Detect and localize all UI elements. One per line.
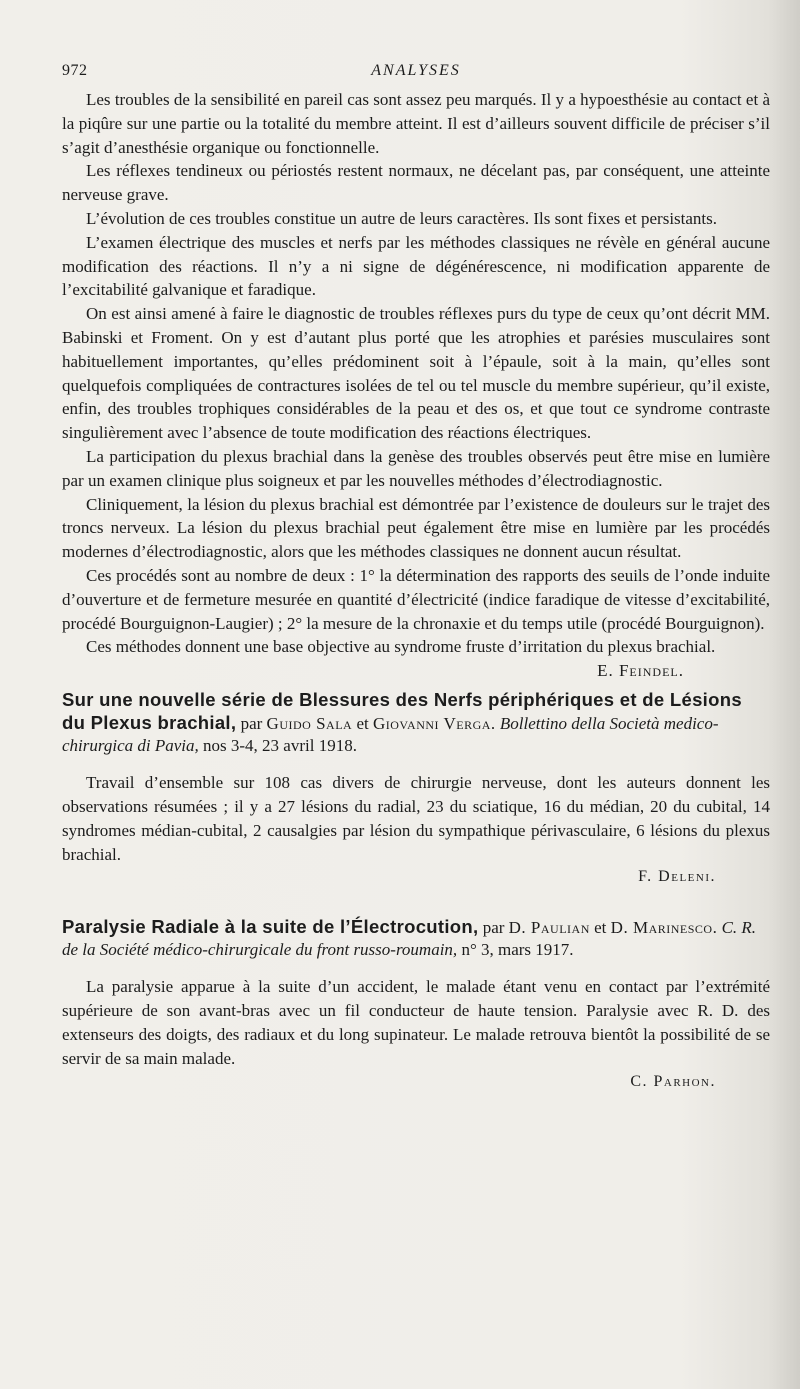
article-title: Sur une nouvelle série de Blessures des Nerfs périphériques et de Lésions du Plexus brachial, bbox=[62, 689, 742, 734]
third-article bbox=[62, 916, 770, 1090]
closing-text: Ces méthodes donnent une base objective au syndrome fruste d’irritation du plexus brachial. bbox=[86, 637, 716, 657]
and-word: et bbox=[356, 714, 369, 734]
signature bbox=[62, 868, 770, 886]
paragraph: La paralysie apparue à la suite d’un accident, le malade étant venu en contact par l’extrémité supérieure de son avant-bras avec un fil conducteur de haute tension. Paralysie avec R. D. des extenseurs des doigts, des radiaux et du long supinateur. Le malade retrouva bientôt la possibilité de se servir de sa main malade. bbox=[62, 977, 770, 1068]
closing-paragraph bbox=[62, 635, 770, 681]
journal-name: C. R. de la Société médico-chirurgicale du front russo-roumain, bbox=[62, 918, 757, 960]
paragraph: L’évolution de ces troubles constitue un autre de leurs caractères. Ils sont fixes et persistants. bbox=[86, 208, 718, 228]
running-head bbox=[62, 62, 770, 88]
paragraph: On est ainsi amené à faire le diagnostic de troubles réflexes purs du type de ceux qu’ont décrit MM. Babinski et Froment. On y est d’autant plus porté que les atrophies et parésies musculaires sont habituellement importantes, qu’elles prédominent soit à l’épaule, soit à la main, qu’elles sont quelquefois compliquées de contractures isolées de tel ou tel muscle du membre supérieur, qu’il existe, enfin, des troubles trophiques considérables de la peau et des os, et que tout ce syndrome contraste singulièrement avec l’absence de toute modification des réactions électriques. bbox=[62, 304, 770, 443]
article-body bbox=[62, 975, 770, 1070]
second-article bbox=[62, 689, 770, 886]
paragraph: La participation du plexus brachial dans la genèse des troubles observés peut être mise en lumière par un examen clinique plus soigneux et par les nouvelles méthodes d’électrodiagnostic. bbox=[62, 446, 770, 490]
author: D. Marinesco. bbox=[610, 918, 718, 938]
issue: nos 3-4, 23 avril 1918. bbox=[203, 736, 357, 756]
by-word: par bbox=[482, 918, 505, 938]
author: Giovanni Verga. bbox=[372, 714, 496, 734]
issue: n° 3, mars 1917. bbox=[461, 940, 574, 960]
paragraph: Travail d’ensemble sur 108 cas divers de chirurgie nerveuse, dont les auteurs donnent les observations résumées ; il y a 27 lésions du radial, 23 du sciatique, 16 du médian, 20 du cubital, 14 syndromes médian-cubital, 2 causalgies par lésion du sympathique périvasculaire, 6 lésions du plexus brachial. bbox=[62, 773, 770, 864]
paragraph: Ces procédés sont au nombre de deux : 1° la détermination des rapports des seuils de l’onde induite d’ouverture et de fermeture mesurée en quantité d’électricité (indice faradique de vitesse d’excitabilité, procédé Bourguignon-Laugier) ; 2° la mesure de la chronaxie et du temps utile (procédé Bourguignon). bbox=[62, 565, 770, 633]
article-title: Paralysie Radiale à la suite de l’Électrocution, bbox=[62, 916, 479, 938]
running-title: ANALYSES bbox=[371, 62, 461, 79]
signature bbox=[62, 1073, 770, 1091]
first-article bbox=[62, 88, 770, 681]
citation bbox=[62, 916, 770, 961]
signature-text: C. Parhon. bbox=[630, 1072, 716, 1090]
paragraph: Les troubles de la sensibilité en pareil cas sont assez peu marqués. Il y a hypoesthésie au contact et à la piqûre sur une partie ou la totalité du membre atteint. Il est d’ailleurs souvent difficile de préciser s’il s’agit d’anesthésie organique ou fonctionnelle. bbox=[62, 90, 770, 157]
citation bbox=[62, 689, 770, 757]
and-word: et bbox=[594, 918, 607, 938]
journal-name: Bollettino della Società medico-chirurgica di Pavia, bbox=[62, 714, 719, 756]
signature-text: F. Deleni. bbox=[638, 868, 716, 886]
paragraph: Les réflexes tendineux ou périostés restent normaux, ne décelant pas, par conséquent, une atteinte nerveuse grave. bbox=[62, 161, 770, 205]
paragraph: Cliniquement, la lésion du plexus brachial est démontrée par l’existence de douleurs sur le trajet des troncs nerveux. La lésion du plexus brachial peut également être mise en lumière par les procédés modernes d’électrodiagnostic, alors que les méthodes classiques ne donnent aucun résultat. bbox=[62, 494, 770, 562]
paragraph: L’examen électrique des muscles et nerfs par les méthodes classiques ne révèle en général aucune modification des réactions. Il n’y a ni signe de dégénérescence, ni modification apparente de l’excitabilité galvanique et faradique. bbox=[62, 232, 770, 300]
page-number: 972 bbox=[62, 62, 88, 79]
article-body bbox=[62, 771, 770, 866]
by-word: par bbox=[240, 714, 263, 734]
author: D. Paulian bbox=[508, 918, 590, 938]
signature: E. Feindel. bbox=[597, 661, 684, 681]
author: Guido Sala bbox=[266, 714, 353, 734]
